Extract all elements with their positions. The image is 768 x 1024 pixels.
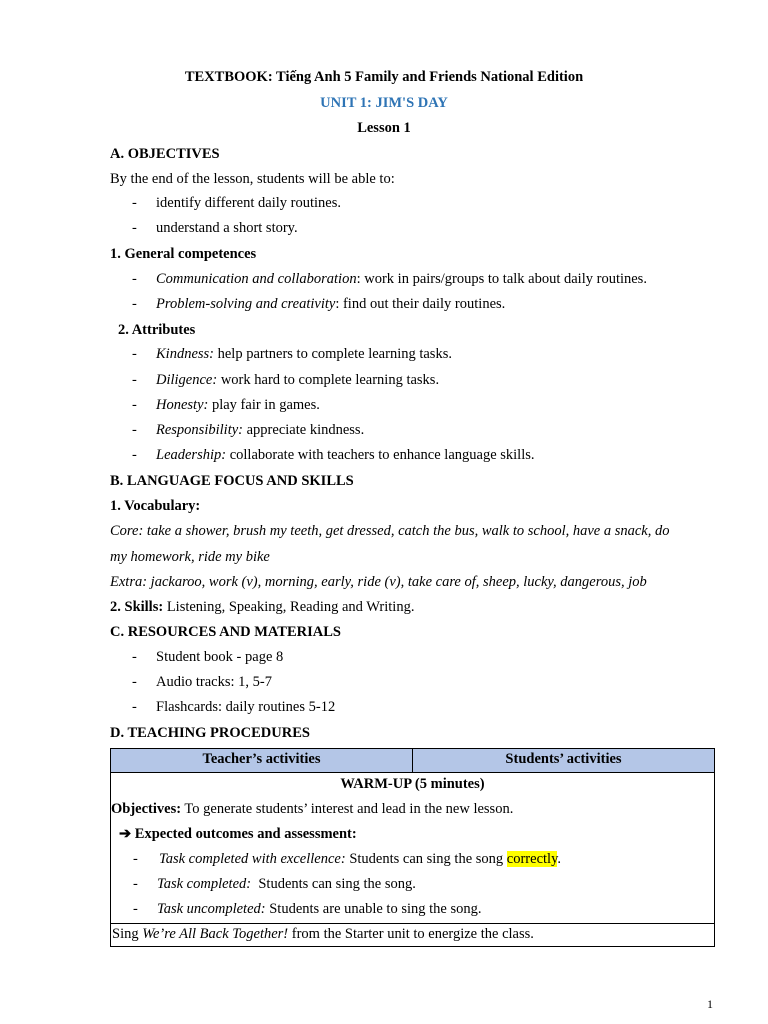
objectives-heading: A. OBJECTIVES: [110, 146, 220, 162]
highlighted-word: correctly: [506, 851, 558, 867]
skills-line: 2. Skills: Listening, Speaking, Reading and Writing.: [110, 599, 415, 615]
arrow-icon: ➔: [119, 826, 132, 842]
textbook-title: TEXTBOOK: Tiếng Anh 5 Family and Friends National Edition: [184, 69, 584, 85]
resource-text: Audio tracks: 1, 5-7: [156, 674, 272, 690]
attribute-text: Diligence: work hard to complete learning tasks.: [156, 372, 440, 388]
procedures-table: [110, 748, 715, 947]
bullet-dash: -: [132, 296, 137, 312]
bullet-dash: -: [133, 901, 138, 917]
objectives-intro: By the end of the lesson, students will be able to:: [110, 171, 395, 187]
students-activities-header: Students’ activities: [413, 749, 715, 773]
resource-text: Flashcards: daily routines 5-12: [156, 699, 336, 715]
teacher-activities-header: Teacher’s activities: [111, 749, 413, 773]
attribute-text: Honesty: play fair in games.: [156, 397, 320, 413]
warmup-title: WARM-UP (5 minutes): [340, 776, 485, 792]
outcome-text: Task completed: Students can sing the song.: [157, 876, 416, 892]
table-header-row: [111, 749, 715, 773]
sing-row: [111, 924, 715, 947]
lesson-title: Lesson 1: [357, 120, 411, 136]
warmup-cell: [111, 773, 715, 924]
bullet-dash: -: [132, 346, 137, 362]
bullet-dash: -: [133, 851, 138, 867]
attribute-text: Responsibility: appreciate kindness.: [156, 422, 365, 438]
bullet-dash: -: [133, 876, 138, 892]
objective-text: identify different daily routines.: [156, 195, 341, 211]
procedures-heading: D. TEACHING PROCEDURES: [110, 725, 310, 741]
bullet-dash: -: [132, 195, 137, 211]
warmup-row: [111, 773, 715, 924]
objective-text: understand a short story.: [156, 220, 298, 236]
vocabulary-heading: 1. Vocabulary:: [110, 498, 201, 514]
unit-title: UNIT 1: JIM'S DAY: [320, 95, 448, 111]
page-number: 1: [707, 997, 713, 1011]
language-focus-heading: B. LANGUAGE FOCUS AND SKILLS: [110, 473, 354, 489]
competence-text: Communication and collaboration: work in pairs/groups to talk about daily routines.: [156, 271, 647, 287]
bullet-dash: -: [132, 422, 137, 438]
sing-cell: Sing We’re All Back Together! from the Starter unit to energize the class.: [111, 924, 715, 947]
warmup-objectives: Objectives: To generate students’ interest and lead in the new lesson.: [111, 801, 514, 817]
bullet-dash: -: [132, 220, 137, 236]
bullet-dash: -: [132, 271, 137, 287]
bullet-dash: -: [132, 397, 137, 413]
extra-vocabulary: Extra: jackaroo, work (v), morning, early, ride (v), take care of, sheep, lucky, dangerous, job: [110, 574, 647, 590]
outcomes-heading: ➔ Expected outcomes and assessment:: [119, 826, 357, 842]
bullet-dash: -: [132, 649, 137, 665]
core-vocabulary-line2: my homework, ride my bike: [110, 549, 270, 565]
attribute-text: Kindness: help partners to complete learning tasks.: [156, 346, 452, 362]
resource-text: Student book - page 8: [156, 649, 284, 665]
competence-text: Problem-solving and creativity: find out their daily routines.: [156, 296, 506, 312]
bullet-dash: -: [132, 674, 137, 690]
bullet-dash: -: [132, 372, 137, 388]
outcome-text: Task uncompleted: Students are unable to sing the song.: [157, 901, 482, 917]
general-competences-heading: 1. General competences: [110, 246, 257, 262]
attribute-text: Leadership: collaborate with teachers to enhance language skills.: [156, 447, 535, 463]
bullet-dash: -: [132, 447, 137, 463]
core-vocabulary-line1: Core: take a shower, brush my teeth, get dressed, catch the bus, walk to school, have a snack, do: [110, 523, 670, 539]
resources-heading: C. RESOURCES AND MATERIALS: [110, 624, 341, 640]
bullet-dash: -: [132, 699, 137, 715]
outcome-text: Task completed with excellence: Students can sing the song correctly.: [159, 851, 562, 867]
attributes-heading: 2. Attributes: [118, 322, 196, 338]
song-title: We’re All Back Together!: [142, 926, 289, 942]
